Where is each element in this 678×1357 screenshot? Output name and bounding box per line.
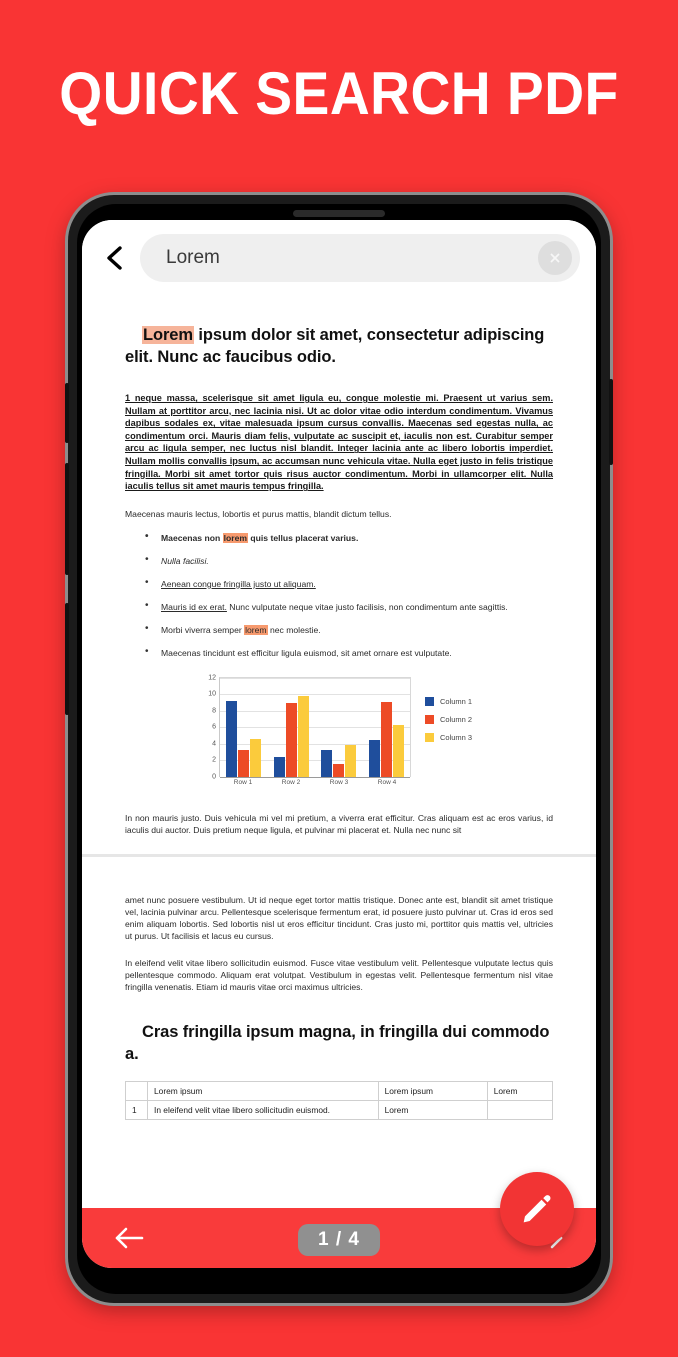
table-header-cell: Lorem ipsum (148, 1081, 379, 1100)
search-header (82, 220, 596, 296)
y-axis-tick: 4 (212, 740, 216, 748)
previous-page-button[interactable] (106, 1215, 152, 1261)
list-item-text: Nulla facilisi. (161, 555, 209, 566)
earpiece-speaker-icon (293, 210, 385, 217)
chart-bar-group (268, 678, 316, 777)
table-header-cell: Lorem ipsum (378, 1081, 487, 1100)
document-heading-2-text: Cras fringilla ipsum magna, in fringilla dui commodo a. (125, 1022, 550, 1063)
y-axis-tick: 12 (208, 674, 216, 682)
table-header-row (126, 1081, 553, 1100)
chart-legend-label: Column 3 (440, 732, 473, 742)
table-header-cell (126, 1081, 148, 1100)
chart-bar (333, 764, 344, 777)
chart-x-label: Row 4 (377, 778, 397, 786)
list-item-text: Mauris id ex erat. (161, 601, 227, 612)
phone-bezel (77, 204, 601, 1294)
pdf-page-1 (82, 324, 596, 836)
list-item-text-post: quis tellus placerat varius. (248, 532, 359, 543)
table-row (126, 1100, 553, 1119)
chart-x-label: Row 3 (329, 778, 349, 786)
chart-x-axis-labels (219, 779, 411, 786)
back-button[interactable] (96, 238, 134, 278)
embedded-bar-chart (193, 673, 485, 797)
list-item-text: Morbi viverra semper (161, 624, 245, 635)
chart-bar (250, 739, 261, 777)
chart-bar (345, 745, 356, 776)
chart-legend-swatch (425, 715, 434, 724)
clear-search-button[interactable] (538, 241, 572, 275)
chart-legend-item (425, 715, 472, 724)
chart-x-label: Row 2 (281, 778, 301, 786)
phone-side-button (65, 383, 69, 443)
table-cell: 1 (126, 1100, 148, 1119)
document-page2-paragraph-2: In eleifend velit vitae libero sollicitudin euismod. Fusce vitae vestibulum velit. Pellentesque vulputate lectus quis pellentesque commodo. Aliquam erat volutpat. Vestibulum in egestas velit. Pellentesque fermentum nisl vitae fringilla venenatis. Etiam id mauris vitae orci maximus ultricies. (125, 957, 553, 992)
app-screen (82, 220, 596, 1268)
pdf-page-2 (82, 894, 596, 1120)
list-item (125, 624, 553, 636)
edit-fab-button[interactable] (500, 1172, 574, 1246)
list-item (125, 532, 553, 544)
phone-power-button (609, 379, 613, 465)
promo-title: QUICK SEARCH PDF (59, 60, 619, 127)
document-page2-paragraph-1: amet nunc posuere vestibulum. Ut id neque eget tortor mattis tristique. Donec ante est, blandit sit amet tristique vel, lacinia pulvinar arcu. Pellentesque scelerisque fermentum erat, id posuere justo pulvinar ut. Cras id eros sed enim aliquam lobortis. Sed lobortis nisl ut eros efficitur tincidunt. Cras justo mi, porttitor quis mattis vel, ultricies ut purus. Ut facilisis et lacus eu cursus. (125, 894, 553, 941)
list-item-text: Maecenas tincidunt est efficitur ligula euismod, sit amet ornare est vulputate. (161, 647, 452, 658)
chart-bar (274, 757, 285, 777)
page-indicator: 1 / 4 (298, 1224, 380, 1256)
chart-bar-group (220, 678, 268, 777)
document-heading-1 (125, 324, 553, 368)
table-cell: In eleifend velit vitae libero sollicitudin euismod. (148, 1100, 379, 1119)
chart-bar (286, 703, 297, 776)
chart-bar (226, 701, 237, 777)
chart-legend (425, 697, 472, 751)
chart-legend-item (425, 697, 472, 706)
chart-bar (321, 750, 332, 776)
table-cell: Lorem (378, 1100, 487, 1119)
phone-volume-down-button (65, 603, 69, 715)
page-separator (82, 854, 596, 884)
grid-line-baseline (212, 773, 410, 781)
table-header-cell: Lorem (487, 1081, 552, 1100)
y-axis-tick: 6 (212, 723, 216, 731)
list-item-text: Aenean congue fringilla justo ut aliquam. (161, 578, 316, 589)
chart-bar (381, 702, 392, 777)
chart-bar-group (315, 678, 363, 777)
chevron-left-icon (105, 245, 125, 271)
document-paragraph-after-chart: In non mauris justo. Duis vehicula mi vel mi pretium, a viverra erat efficitur. Cras aliquam est ac eros varius, id iaculis dui auctor. Duis pretium neque ligula, et pulvinar mi placerat et. Nulla nec nunc sit (125, 812, 553, 835)
search-input-value: Lorem (166, 247, 220, 268)
chart-bar (298, 696, 309, 777)
table-cell (487, 1100, 552, 1119)
chart-x-label: Row 1 (233, 778, 253, 786)
chart-bars (220, 678, 410, 777)
chart-legend-label: Column 1 (440, 696, 473, 706)
chart-legend-swatch (425, 733, 434, 742)
chart-bar-group (363, 678, 411, 777)
chart-plot-area (208, 674, 411, 781)
chart-bar (393, 725, 404, 777)
arrow-left-icon (113, 1225, 145, 1251)
chart-legend-swatch (425, 697, 434, 706)
y-axis-tick: 2 (212, 756, 216, 764)
list-item (125, 647, 553, 659)
close-icon (548, 251, 562, 265)
document-paragraph-intro: Maecenas mauris lectus, lobortis et purus mattis, blandit dictum tellus. (125, 508, 392, 519)
search-highlight: lorem (245, 624, 267, 635)
chart-legend-label: Column 2 (440, 714, 473, 724)
chart-bar (369, 740, 380, 776)
list-item-text-post: nec molestie. (267, 624, 321, 635)
list-item (125, 555, 553, 567)
document-heading-1-rest: ipsum dolor sit amet, consectetur adipiscing elit. Nunc ac faucibus odio. (125, 326, 545, 366)
phone-volume-up-button (65, 463, 69, 575)
y-axis-tick: 0 (212, 773, 216, 781)
document-table (125, 1081, 553, 1120)
search-highlight: Lorem (143, 326, 193, 344)
document-heading-2 (125, 1021, 553, 1065)
search-highlight: lorem (223, 532, 248, 543)
list-item (125, 578, 553, 590)
search-input[interactable] (140, 234, 580, 282)
y-axis-tick: 10 (208, 690, 216, 698)
list-item-text: Maecenas non (161, 532, 223, 543)
chart-bar (238, 750, 249, 777)
list-item-text-post: Nunc vulputate neque vitae justo facilisis, non condimentum ante sagittis. (226, 601, 508, 612)
y-axis-tick: 8 (212, 707, 216, 715)
document-bullet-list (125, 532, 553, 659)
document-paragraph-underlined: 1 neque massa, scelerisque sit amet ligula eu, congue molestie mi. Praesent ut varius sem. Nullam at porttitor arcu, nec lacinia nisi. Ut ac dolor vitae odio interdum condimentum. Vivamus dapibus sodales ex, vitae malesuada ipsum cursus convallis. Maecenas sed egestas nulla, ac condimentum orci. Mauris diam felis, vulputate ac suscipit et, iaculis non est. Curabitur semper arcu ac ligula semper, nec luctus nisl blandit. Integer lacinia ante ac libero lobortis imperdiet. Nullam mollis convallis ipsum, ac accumsan nunc vehicula vitae. Nulla eget justo in felis tristique fringilla. Morbi sit amet tortor quis risus auctor condimentum. Morbi in ullamcorper elit. Nulla iaculis tellus sit amet mauris tempus fringilla. (125, 393, 553, 492)
pencil-icon (520, 1192, 554, 1226)
pdf-document-viewer[interactable] (82, 296, 596, 1208)
chart-legend-item (425, 733, 472, 742)
phone-mockup (68, 195, 610, 1303)
list-item (125, 601, 553, 613)
